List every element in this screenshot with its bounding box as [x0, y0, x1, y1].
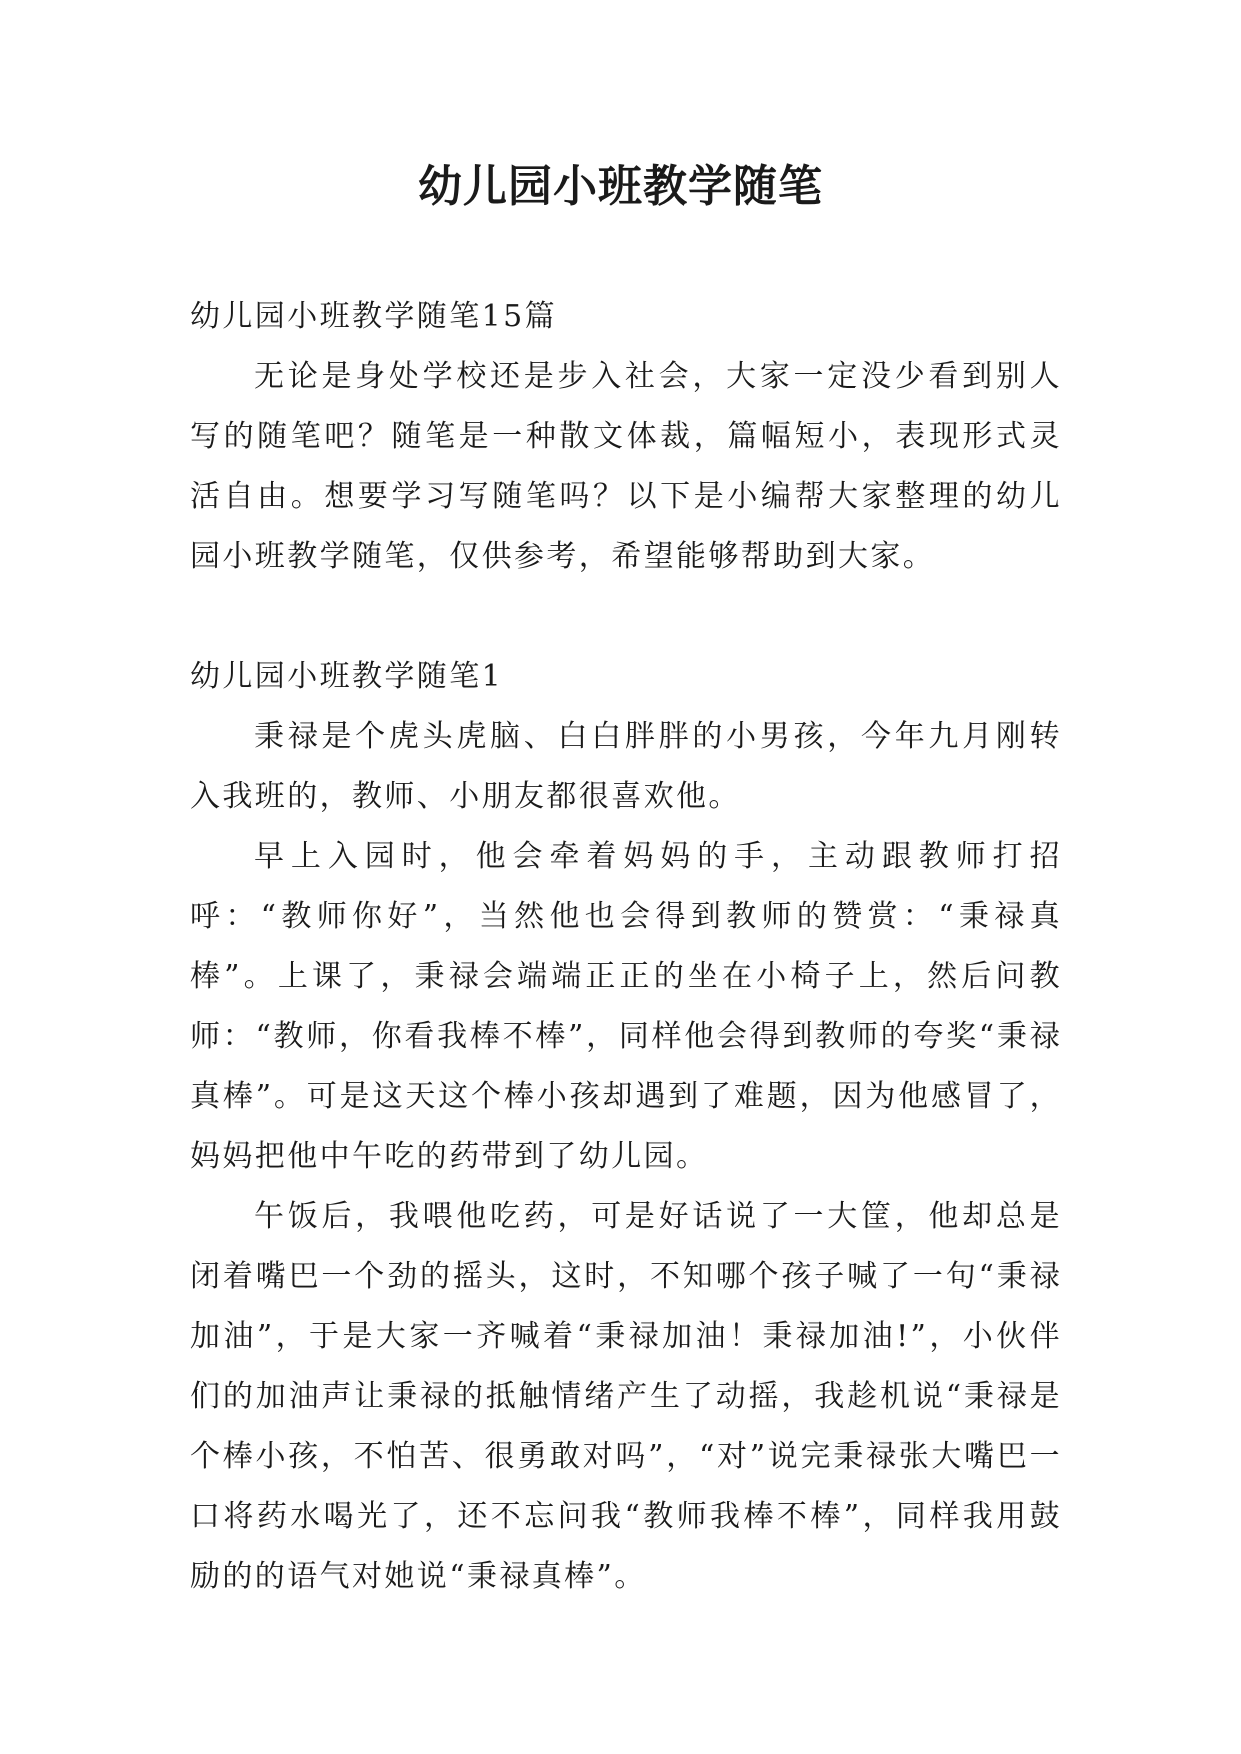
- document-subtitle: 幼儿园小班教学随笔15篇: [190, 299, 557, 334]
- section-heading: 幼儿园小班教学随笔1: [190, 659, 504, 694]
- section-spacer: [190, 587, 1062, 647]
- body-paragraph: 午饭后，我喂他吃药，可是好话说了一大筐，他却总是闭着嘴巴一个劲的摇头，这时，不知哪个孩子喊了一句“秉禄加油”，于是大家一齐喊着“秉禄加油！秉禄加油!”，小伙伴们的加油声让秉禄的抵触情绪产生了动摇，我趁机说“秉禄是个棒小孩，不怕苦、很勇敢对吗”，“对”说完秉禄张大嘴巴一口将药水喝光了，还不忘问我“教师我棒不棒”，同样我用鼓励的的语气对她说“秉禄真棒”。: [190, 1199, 1062, 1594]
- document-title: 幼儿园小班教学随笔: [418, 161, 823, 212]
- body-paragraph: 秉禄是个虎头虎脑、白白胖胖的小男孩，今年九月刚转入我班的，教师、小朋友都很喜欢他。: [190, 719, 1062, 814]
- intro-paragraph: 无论是身处学校还是步入社会，大家一定没少看到别人写的随笔吧？随笔是一种散文体裁，篇幅短小，表现形式灵活自由。想要学习写随笔吗？以下是小编帮大家整理的幼儿园小班教学随笔，仅供参考，希望能够帮助到大家。: [190, 359, 1062, 574]
- body-paragraph: 早上入园时，他会牵着妈妈的手，主动跟教师打招呼：“教师你好”，当然他也会得到教师的赞赏：“秉禄真棒”。上课了，秉禄会端端正正的坐在小椅子上，然后问教师：“教师，你看我棒不棒”，同样他会得到教师的夸奖“秉禄真棒”。可是这天这个棒小孩却遇到了难题，因为他感冒了，妈妈把他中午吃的药带到了幼儿园。: [190, 839, 1062, 1174]
- document-body: [190, 287, 1062, 1607]
